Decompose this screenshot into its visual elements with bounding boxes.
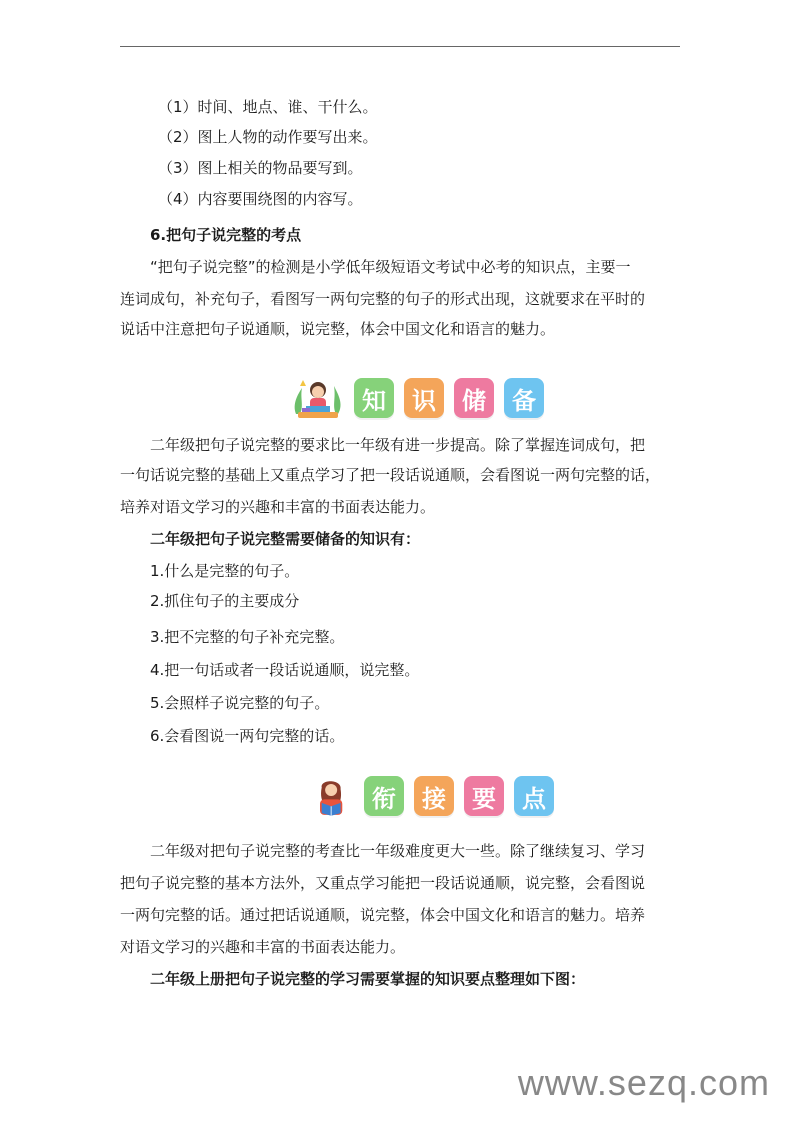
list-item: 6.会看图说一两句完整的话。: [150, 727, 345, 745]
teacher-with-book-illustration-icon: [308, 772, 356, 820]
banner-char-tile: 备: [504, 378, 544, 418]
list-item: 4.把一句话或者一段话说通顺，说完整。: [150, 661, 420, 679]
banner-connection-points: [308, 772, 564, 820]
watermark: www.sezq.com: [517, 1062, 770, 1103]
banner-char-tile: 接: [414, 776, 454, 816]
header-rule: [120, 46, 680, 47]
paragraph-line: 对语文学习的兴趣和丰富的书面表达能力。: [120, 938, 406, 956]
paragraph-line: 培养对语文学习的兴趣和丰富的书面表达能力。: [120, 498, 436, 516]
list-item: 1.什么是完整的句子。: [150, 562, 300, 580]
paragraph-line: “把句子说完整”的检测是小学低年级短语文考试中必考的知识点，主要一: [150, 258, 631, 276]
paragraph-line: 连词成句，补充句子，看图写一两句完整的句子的形式出现，这就要求在平时的: [120, 290, 646, 308]
banner-char-tile: 识: [404, 378, 444, 418]
section-subtitle: 二年级把句子说完整需要储备的知识有：: [150, 530, 421, 548]
paragraph-line: 二年级对把句子说完整的考查比一年级难度更大一些。除了继续复习、学习: [150, 842, 646, 860]
section-title: 6.把句子说完整的考点: [150, 226, 302, 244]
paragraph-line: 二年级把句子说完整的要求比一年级有进一步提高。除了掌握连词成句，把: [150, 436, 646, 454]
banner-char-tile: 储: [454, 378, 494, 418]
paragraph-line: 把句子说完整的基本方法外，又重点学习能把一段话说通顺，说完整，会看图说: [120, 874, 646, 892]
paragraph-line: 一两句完整的话。通过把话说通顺，说完整，体会中国文化和语言的魅力。培养: [120, 906, 646, 924]
banner-char-tile: 点: [514, 776, 554, 816]
banner-char-tile: 知: [354, 378, 394, 418]
list-item: 3.把不完整的句子补充完整。: [150, 628, 345, 646]
paragraph-line: 一句话说完整的基础上又重点学习了把一段话说通顺，会看图说一两句完整的话，: [120, 466, 661, 484]
list-item: （3）图上相关的物品要写到。: [158, 159, 363, 177]
section-summary: 二年级上册把句子说完整的学习需要掌握的知识要点整理如下图：: [150, 970, 586, 988]
list-item: 2.抓住句子的主要成分: [150, 592, 300, 610]
reading-girl-illustration-icon: [290, 374, 346, 422]
banner-knowledge-reserve: [290, 374, 554, 422]
banner-char-tile: 衔: [364, 776, 404, 816]
paragraph-line: 说话中注意把句子说通顺，说完整，体会中国文化和语言的魅力。: [120, 320, 556, 338]
list-item: （1）时间、地点、谁、干什么。: [158, 98, 378, 116]
list-item: 5.会照样子说完整的句子。: [150, 694, 330, 712]
list-item: （4）内容要围绕图的内容写。: [158, 190, 363, 208]
banner-char-tile: 要: [464, 776, 504, 816]
list-item: （2）图上人物的动作要写出来。: [158, 128, 378, 146]
